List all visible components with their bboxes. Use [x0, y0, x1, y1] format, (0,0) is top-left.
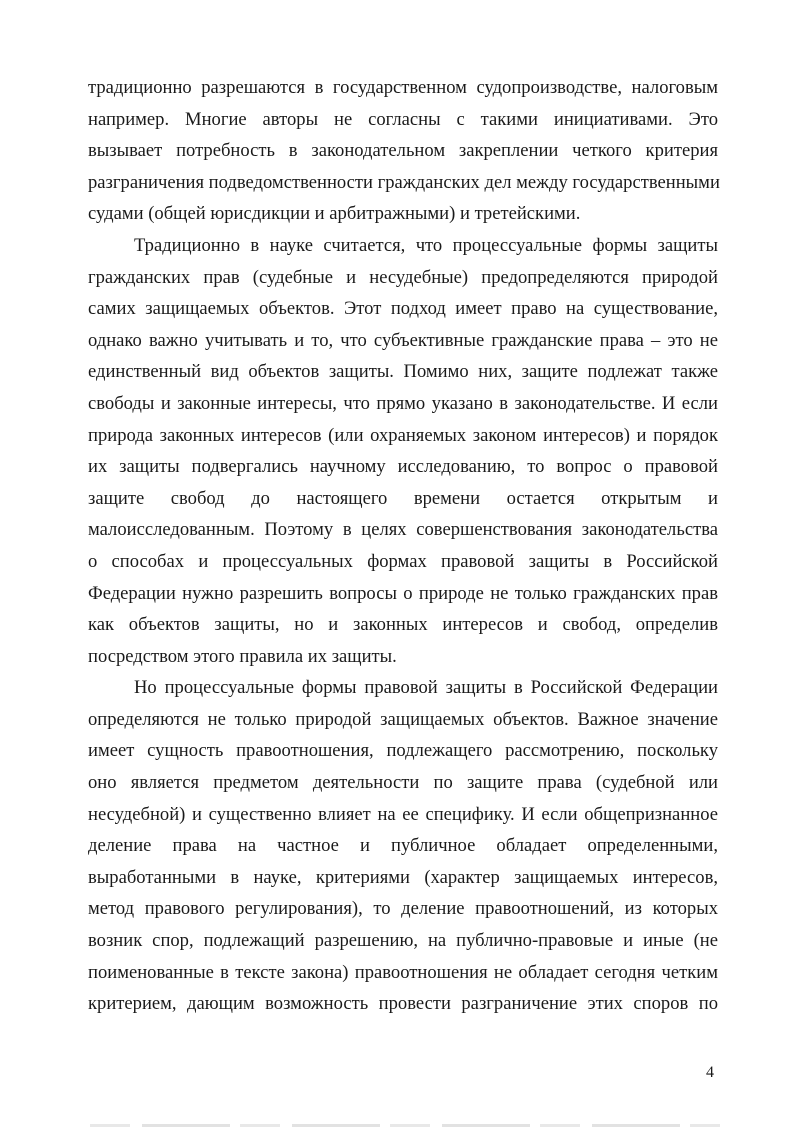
- text-line: единственный вид объектов защиты. Помимо них, защите подлежат также: [88, 361, 718, 383]
- text-line: вызывает потребность в законодательном закреплении четкого критерия: [88, 140, 718, 162]
- text-line: например. Многие авторы не согласны с такими инициативами. Это: [88, 108, 718, 130]
- text-line: возник спор, подлежащий разрешению, на публично-правовые и иные (не: [88, 930, 718, 952]
- text-line: имеет сущность правоотношения, подлежащего рассмотрению, поскольку: [88, 740, 718, 762]
- paragraph: [88, 230, 718, 672]
- body-text: [88, 72, 718, 1020]
- paragraph: [88, 672, 718, 1020]
- text-line: судами (общей юрисдикции и арбитражными) и третейскими.: [88, 203, 581, 225]
- text-line: Традиционно в науке считается, что процессуальные формы защиты: [134, 234, 718, 256]
- paragraph: [88, 72, 718, 230]
- text-line: однако важно учитывать и то, что субъективные гражданские права – это не: [88, 329, 718, 351]
- text-line: о способах и процессуальных формах правовой защиты в Российской: [88, 550, 718, 572]
- text-line: несудебной) и существенно влияет на ее специфику. И если общепризнанное: [88, 803, 718, 825]
- text-line: малоисследованным. Поэтому в целях совершенствования законодательства: [88, 519, 718, 541]
- text-line: определяются не только природой защищаемых объектов. Важное значение: [88, 708, 718, 730]
- text-line: оно является предметом деятельности по защите права (судебной или: [88, 772, 718, 794]
- text-line: метод правового регулирования), то деление правоотношений, из которых: [88, 898, 718, 920]
- text-line: критерием, дающим возможность провести разграничение этих споров по: [88, 993, 718, 1015]
- scan-artifact-edge: [90, 1124, 720, 1127]
- text-line: выработанными в науке, критериями (характер защищаемых интересов,: [88, 866, 718, 888]
- text-line: Федерации нужно разрешить вопросы о природе не только гражданских прав: [88, 582, 718, 604]
- page-number: 4: [706, 1064, 714, 1081]
- text-line: природа законных интересов (или охраняемых законом интересов) и порядок: [88, 424, 718, 446]
- text-line: их защиты подвергались научному исследованию, то вопрос о правовой: [88, 456, 718, 478]
- text-line: защите свобод до настоящего времени остается открытым и: [88, 487, 718, 509]
- text-line: посредством этого правила их защиты.: [88, 645, 397, 667]
- text-line: Но процессуальные формы правовой защиты в Российской Федерации: [134, 677, 718, 699]
- text-line: самих защищаемых объектов. Этот подход имеет право на существование,: [88, 298, 718, 320]
- text-line: деление права на частное и публичное обладает определенными,: [88, 835, 718, 857]
- text-line: как объектов защиты, но и законных интересов и свобод, определив: [88, 614, 718, 636]
- text-line: поименованные в тексте закона) правоотношения не обладает сегодня четким: [88, 961, 718, 983]
- text-line: гражданских прав (судебные и несудебные) предопределяются природой: [88, 266, 718, 288]
- text-line: традиционно разрешаются в государственном судопроизводстве, налоговым: [88, 77, 718, 98]
- text-line: разграничения подведомственности гражданских дел между государственными: [88, 171, 720, 193]
- text-line: свободы и законные интересы, что прямо указано в законодательстве. И если: [88, 392, 718, 414]
